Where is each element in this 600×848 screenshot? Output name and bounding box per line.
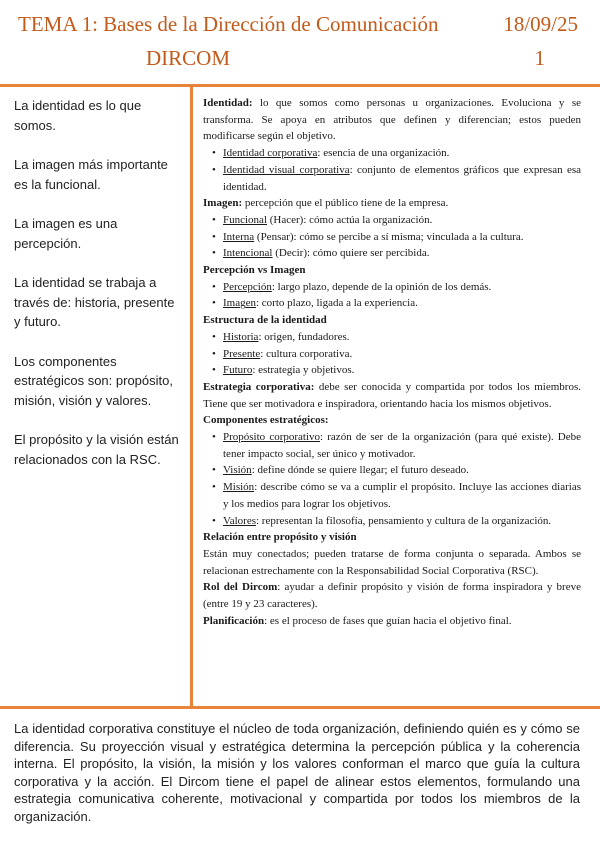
list-item bbox=[223, 162, 581, 195]
list-item-term: Interna bbox=[223, 230, 255, 243]
list-percepcion bbox=[223, 279, 581, 312]
list-item-text: : razón de ser de la organización (para qué existe). Debe tener impacto social, ser único y motivador. bbox=[223, 431, 581, 460]
cue-item: La identidad es lo que somos. bbox=[14, 98, 142, 133]
term-identidad: Identidad: bbox=[203, 97, 253, 109]
cue-item: La imagen más importante es la funcional. bbox=[14, 157, 168, 192]
list-item-text: : largo plazo, depende de la opinión de los demás. bbox=[271, 280, 492, 293]
heading-componentes bbox=[203, 412, 581, 429]
term-rol: Rol del Dircom bbox=[203, 581, 278, 594]
list-item bbox=[223, 513, 581, 530]
list-item-term: Misión bbox=[223, 481, 255, 494]
list-item-text: (Decir): cómo quiere ser percibida. bbox=[272, 247, 430, 260]
term-estrategia: Estrategia corporativa: bbox=[203, 380, 315, 393]
list-item-term: Identidad corporativa bbox=[223, 147, 318, 160]
text-rol: : ayudar a definir propósito y visión de forma inspiradora y breve (entre 19 y 23 caracteres). bbox=[203, 581, 581, 611]
list-item-text: : representan la filosofía, pensamiento y cultura de la organización. bbox=[256, 514, 552, 527]
page-date: 18/09/25 bbox=[503, 12, 578, 36]
list-item-term: Propósito corporativo bbox=[223, 431, 321, 444]
list-item bbox=[223, 462, 581, 479]
list-item-term: Presente bbox=[223, 347, 261, 360]
term-imagen: Imagen: bbox=[203, 197, 243, 210]
page-title: TEMA 1: Bases de la Dirección de Comunicación bbox=[18, 12, 439, 36]
notes-column bbox=[203, 95, 581, 630]
list-item bbox=[223, 212, 581, 229]
list-item-term: Futuro bbox=[223, 364, 253, 377]
cue-item: Los componentes estratégicos son: propósito, misión, visión y valores. bbox=[14, 353, 173, 408]
notes-paragraph-rol bbox=[203, 579, 581, 612]
list-item-text: : define dónde se quiere llegar; el futuro deseado. bbox=[251, 464, 469, 477]
heading-estructura bbox=[203, 312, 581, 329]
list-item-term: Imagen bbox=[223, 297, 256, 310]
heading-text: Componentes estratégicos: bbox=[203, 414, 329, 427]
list-item-term: Funcional bbox=[223, 213, 267, 226]
page-subtitle: DIRCOM bbox=[146, 46, 231, 70]
list-item-term: Visión bbox=[223, 464, 252, 477]
cue-column bbox=[14, 96, 184, 489]
heading-text: Relación entre propósito y visión bbox=[203, 531, 357, 544]
text-imagen: percepción que el público tiene de la empresa. bbox=[242, 197, 449, 210]
list-item bbox=[223, 346, 581, 363]
term-planificacion: Planificación bbox=[203, 614, 265, 627]
list-item bbox=[223, 362, 581, 379]
summary-text: La identidad corporativa constituye el núcleo de toda organización, definiendo quién es y cómo se diferencia. Su proyección visual y estratégica determina la percepción pública y la coherencia interna. El propósito, la visión, la misión y los valores conforman el marco que guía la cultura corporativa y la acción. El Dircom tiene el papel de alinear estos elementos, formulando una estrategia comunicativa coherente, motivacional y compartida por todos los miembros de la organización. bbox=[14, 721, 580, 824]
header-divider bbox=[0, 84, 600, 87]
list-item-text: : origen, fundadores. bbox=[258, 330, 350, 343]
cue-item: La imagen es una percepción. bbox=[14, 216, 118, 251]
page-header bbox=[0, 0, 600, 84]
list-identidad bbox=[223, 145, 581, 195]
list-componentes bbox=[223, 429, 581, 529]
notes-paragraph-imagen bbox=[203, 195, 581, 212]
notes-paragraph-identidad bbox=[203, 95, 581, 145]
list-item bbox=[223, 429, 581, 462]
text-estrategia: debe ser conocida y compartida por todos los miembros. Tiene que ser motivadora e inspiradora, orientando hacia los mismos objetivos. bbox=[203, 380, 581, 410]
list-item-text: (Pensar): cómo se percibe a sí misma; vinculada a la cultura. bbox=[254, 230, 524, 243]
list-item bbox=[223, 145, 581, 162]
heading-percepcion bbox=[203, 262, 581, 279]
heading-text: Estructura de la identidad bbox=[203, 314, 327, 327]
text-planificacion: : es el proceso de fases que guían hacia el objetivo final. bbox=[264, 614, 512, 627]
list-item bbox=[223, 329, 581, 346]
list-item bbox=[223, 295, 581, 312]
notes-paragraph-estrategia bbox=[203, 379, 581, 412]
list-item-text: : esencia de una organización. bbox=[317, 147, 450, 160]
list-item bbox=[223, 279, 581, 296]
list-item-term: Percepción bbox=[223, 280, 272, 293]
list-imagen bbox=[223, 212, 581, 262]
notes-paragraph-planificacion bbox=[203, 613, 581, 630]
summary-divider bbox=[0, 706, 600, 709]
list-estructura bbox=[223, 329, 581, 379]
heading-relacion bbox=[203, 529, 581, 546]
list-item bbox=[223, 245, 581, 262]
list-item-term: Valores bbox=[223, 514, 256, 527]
list-item-term: Identidad visual corporativa bbox=[223, 163, 350, 176]
cue-item: El propósito y la visión están relacionados con la RSC. bbox=[14, 432, 179, 467]
text-relacion: Están muy conectados; pueden tratarse de forma conjunta o separada. Ambos se relacionan estrechamente con la Responsabilidad Social Corporativa (RSC). bbox=[203, 547, 581, 577]
list-item-text: : corto plazo, ligada a la experiencia. bbox=[255, 297, 418, 310]
text-identidad: lo que somos como personas u organizaciones. Evoluciona y se transforma. Se apoya en atributos que definen y diferencian; estos pueden modificarse según el objetivo. bbox=[203, 97, 581, 143]
heading-text: Percepción vs Imagen bbox=[203, 264, 306, 277]
list-item bbox=[223, 479, 581, 512]
list-item-text: : describe cómo se va a cumplir el propósito. Incluye las acciones diarias y los medios para lograr los objetivos. bbox=[223, 481, 581, 510]
list-item-term: Intencional bbox=[223, 247, 273, 260]
list-item-text: : estrategia y objetivos. bbox=[252, 364, 355, 377]
page-number: 1 bbox=[534, 46, 545, 70]
list-item-text: (Hacer): cómo actúa la organización. bbox=[267, 213, 433, 226]
list-item-text: : cultura corporativa. bbox=[260, 347, 353, 360]
list-item-text: : conjunto de elementos gráficos que expresan esa identidad. bbox=[223, 163, 581, 193]
column-divider bbox=[190, 85, 193, 708]
cue-item: La identidad se trabaja a través de: historia, presente y futuro. bbox=[14, 275, 175, 329]
list-item-term: Historia bbox=[223, 330, 259, 343]
list-item bbox=[223, 229, 581, 246]
